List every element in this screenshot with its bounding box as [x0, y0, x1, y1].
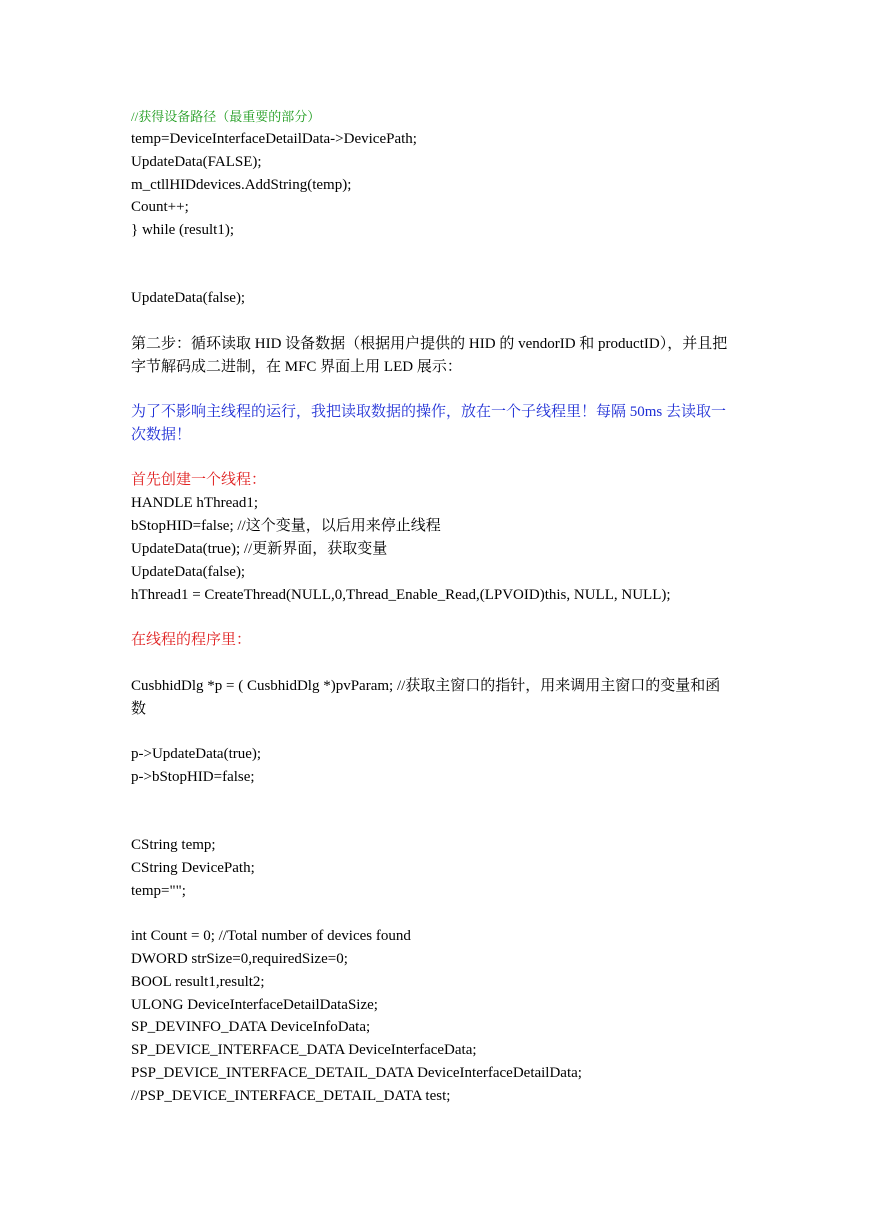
- code-line: PSP_DEVICE_INTERFACE_DETAIL_DATA DeviceInterfaceDetailData;: [131, 1065, 582, 1081]
- code-line: CString temp;: [131, 837, 216, 853]
- code-line: 数: [131, 701, 147, 717]
- code-line: hThread1 = CreateThread(NULL,0,Thread_Enable_Read,(LPVOID)this, NULL, NULL);: [131, 587, 671, 603]
- code-line: } while (result1);: [131, 222, 235, 238]
- code-line: m_ctllHIDdevices.AddString(temp);: [131, 177, 352, 193]
- paragraph-text: 第二步：循环读取 HID 设备数据（根据用户提供的 HID 的 vendorID 和 productID），并且把: [131, 336, 728, 352]
- code-line: Count++;: [131, 199, 189, 215]
- code-line: p->bStopHID=false;: [131, 769, 255, 785]
- code-line: ULONG DeviceInterfaceDetailDataSize;: [131, 997, 378, 1013]
- code-line: UpdateData(false);: [131, 290, 246, 306]
- code-line: DWORD strSize=0,requiredSize=0;: [131, 951, 348, 967]
- code-line: UpdateData(false);: [131, 564, 246, 580]
- code-line: p->UpdateData(true);: [131, 746, 262, 762]
- note-text: 为了不影响主线程的运行，我把读取数据的操作，放在一个子线程里！每隔 50ms 去读取一: [131, 404, 727, 420]
- code-line: int Count = 0; //Total number of devices found: [131, 928, 411, 944]
- code-line: temp=DeviceInterfaceDetailData->DevicePath;: [131, 131, 417, 147]
- code-line: temp="";: [131, 883, 186, 899]
- code-line: SP_DEVICE_INTERFACE_DATA DeviceInterfaceData;: [131, 1042, 477, 1058]
- paragraph-text: 字节解码成二进制，在 MFC 界面上用 LED 展示：: [131, 359, 462, 375]
- code-line: CusbhidDlg *p = ( CusbhidDlg *)pvParam; //获取主窗口的指针，用来调用主窗口的变量和函: [131, 678, 721, 694]
- code-line: CString DevicePath;: [131, 860, 255, 876]
- code-line: SP_DEVINFO_DATA DeviceInfoData;: [131, 1019, 371, 1035]
- code-line: UpdateData(true); //更新界面，获取变量: [131, 541, 388, 557]
- note-text: 次数据！: [131, 427, 192, 443]
- code-comment: //获得设备路径（最重要的部分）: [131, 109, 321, 124]
- code-line: HANDLE hThread1;: [131, 495, 259, 511]
- code-comment: //PSP_DEVICE_INTERFACE_DETAIL_DATA test;: [131, 1088, 451, 1104]
- section-heading: 在线程的程序里：: [131, 632, 252, 648]
- code-line: UpdateData(FALSE);: [131, 154, 262, 170]
- code-line: bStopHID=false; //这个变量，以后用来停止线程: [131, 518, 441, 534]
- section-heading: 首先创建一个线程：: [131, 472, 267, 488]
- code-line: BOOL result1,result2;: [131, 974, 265, 990]
